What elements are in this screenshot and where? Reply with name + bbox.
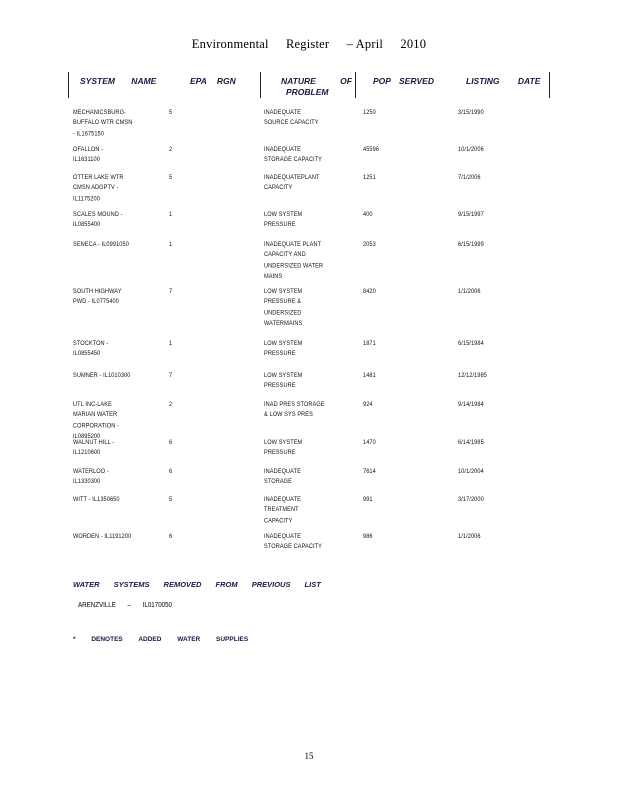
cell-nature: INADEQUATEPLANT CAPACITY [264,174,320,192]
cell-pop: 1871 [363,340,376,348]
header-system-name: SYSTEM NAME [80,76,157,86]
cell-nature: LOW SYSTEM PRESSURE [264,340,303,358]
cell-system: WATERLOO - IL1330300 [73,468,109,486]
cell-date: 3/17/2000 [458,496,484,504]
header-nature: NATURE OF [281,76,352,86]
removed-item: ARENZVILLE – IL0170050 [78,601,172,610]
cell-nature: LOW SYSTEM PRESSURE & UNDERSIZED WATERMAINS [264,288,303,328]
cell-date: 12/12/1985 [458,372,487,380]
column-divider [355,72,356,98]
title-part: 2010 [400,37,427,51]
cell-date: 6/15/1984 [458,340,484,348]
cell-nature: INADEQUATE STORAGE CAPACITY [264,146,322,164]
cell-rgn: 1 [169,211,173,219]
cell-rgn: 1 [169,340,173,348]
cell-rgn: 5 [169,174,173,182]
cell-date: 7/1/2006 [458,174,481,182]
cell-rgn: 5 [169,109,173,117]
cell-nature: LOW SYSTEM PRESSURE [264,439,303,457]
cell-rgn: 5 [169,496,173,504]
cell-nature: INADEQUATE SOURCE CAPACITY [264,109,319,127]
cell-system: WORDEN - IL1191200 [73,533,132,541]
column-divider [68,72,69,98]
cell-pop: 1470 [363,439,376,447]
cell-system: OFALLON - IL1631100 [73,146,104,164]
cell-pop: 986 [363,533,373,541]
cell-rgn: 6 [169,533,173,541]
cell-date: 9/15/1997 [458,211,484,219]
title-part: Register [286,37,330,51]
cell-pop: 2053 [363,241,376,249]
cell-date: 3/15/1990 [458,109,484,117]
cell-system: SOUTH HIGHWAY PWD - IL0775400 [73,288,122,306]
header-pop-served: POP SERVED [373,76,434,86]
cell-date: 6/15/1999 [458,241,484,249]
cell-date: 6/14/1985 [458,439,484,447]
cell-date: 10/1/2006 [458,146,484,154]
cell-nature: INADEQUATE STORAGE CAPACITY [264,533,322,551]
cell-date: 9/14/1984 [458,401,484,409]
header-epa-rgn: EPA RGN [190,76,236,86]
cell-nature: LOW SYSTEM PRESSURE [264,211,303,229]
cell-pop: 45596 [363,146,380,154]
cell-date: 10/1/2004 [458,468,484,476]
cell-pop: 1251 [363,174,376,182]
cell-pop: 8420 [363,288,376,296]
cell-pop: 991 [363,496,373,504]
cell-system: OTTER LAKE WTR CMSN ADGPTV - IL1175200 [73,174,124,203]
removed-section-title: WATER SYSTEMS REMOVED FROM PREVIOUS LIST [73,580,321,589]
cell-system: WALNUT HILL - IL1210600 [73,439,115,457]
page-number: 15 [304,751,314,761]
header-listing-date: LISTING DATE [466,76,541,86]
cell-pop: 1481 [363,372,376,380]
cell-nature: INADEQUATE TREATMENT CAPACITY [264,496,301,525]
title-part: Environmental [191,37,269,51]
cell-nature: LOW SYSTEM PRESSURE [264,372,303,390]
cell-date: 1/1/2006 [458,533,481,541]
cell-date: 1/1/2006 [458,288,481,296]
cell-nature: INADEQUATE PLANT CAPACITY AND UNDERSIZED WATER MAINS [264,241,324,281]
cell-pop: 400 [363,211,373,219]
cell-system: SUMNER - IL1010300 [73,372,131,380]
cell-rgn: 2 [169,146,173,154]
page-title [0,37,618,52]
footnote: * DENOTES ADDED WATER SUPPLIES [73,636,249,643]
cell-system: SENECA - IL0991050 [73,241,129,249]
cell-rgn: 7 [169,288,173,296]
cell-pop: 1250 [363,109,376,117]
cell-rgn: 2 [169,401,173,409]
cell-rgn: 1 [169,241,173,249]
cell-rgn: 6 [169,439,173,447]
cell-system: MECHANICSBURG- BUFFALO WTR CMSN - IL1675150 [73,109,133,138]
title-part: – April [346,37,384,51]
cell-rgn: 6 [169,468,173,476]
cell-system: WITT - IL1350650 [73,496,120,504]
cell-system: SCALES MOUND - IL0855400 [73,211,123,229]
cell-system: UTL INC-LAKE MARIAN WATER CORPORATION - IL0895200 [73,401,119,441]
cell-nature: INADEQUATE STORAGE [264,468,301,486]
cell-system: STOCKTON - IL0855450 [73,340,109,358]
cell-nature: INAD PRES STORAGE & LOW SYS PRES [264,401,325,419]
cell-rgn: 7 [169,372,173,380]
header-problem: PROBLEM [286,87,329,97]
column-divider [549,72,550,98]
column-divider [260,72,261,98]
cell-pop: 7614 [363,468,376,476]
cell-pop: 924 [363,401,373,409]
